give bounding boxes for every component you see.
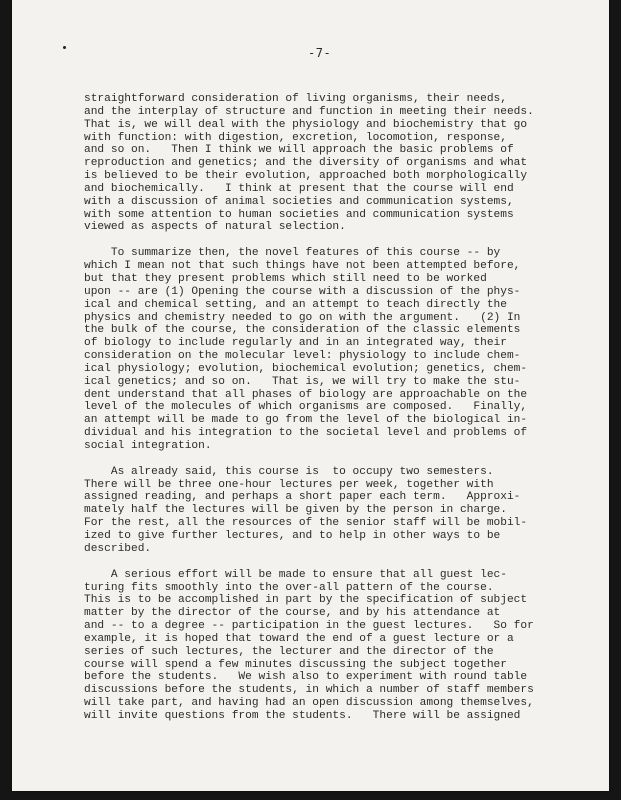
text-line: This is to be accomplished in part by the specification of subject [84, 594, 528, 607]
text-line: before the students. We wish also to experiment with round table [84, 671, 528, 684]
text-line: To summarize then, the novel features of this course -- by [84, 247, 501, 260]
text-line: the bulk of the course, the consideration of the classic elements [84, 324, 521, 337]
text-line: an attempt will be made to go from the level of the biological in- [84, 414, 528, 427]
text-line: which I mean not that such things have not been attempted before, [84, 260, 521, 273]
paragraph [84, 247, 564, 453]
text-line: upon -- are (1) Opening the course with a discussion of the phys- [84, 285, 521, 298]
text-line: with a discussion of animal societies and communication systems, [84, 195, 514, 208]
text-line: level of the molecules of which organisms are composed. Finally, [84, 401, 528, 414]
text-line: but that they present problems which still need to be worked [84, 272, 487, 285]
text-line: with function: with digestion, excretion, locomotion, response, [84, 131, 507, 144]
text-line: consideration on the molecular level: physiology to include chem- [84, 350, 521, 363]
body-text [84, 93, 564, 723]
text-line: assigned reading, and perhaps a short paper each term. Approxi- [84, 491, 521, 504]
text-line: mately half the lectures will be given by the person in charge. [84, 504, 507, 517]
margin-mark [63, 46, 66, 49]
text-line: and -- to a degree -- participation in the guest lectures. So for [84, 620, 534, 633]
page-number: -7- [308, 46, 332, 60]
text-line: will invite questions from the students. There will be assigned [84, 709, 521, 722]
paragraph [84, 569, 564, 723]
text-line: There will be three one-hour lectures per week, together with [84, 478, 494, 491]
text-line: ical and chemical setting, and an attempt to teach directly the [84, 298, 507, 311]
document-page [12, 0, 609, 791]
text-line: dent understand that all phases of biology are approachable on the [84, 388, 528, 401]
text-line: turing fits smoothly into the over-all pattern of the course. [84, 581, 494, 594]
text-line: That is, we will deal with the physiology and biochemistry that go [84, 118, 528, 131]
paragraph [84, 93, 564, 234]
text-line: A serious effort will be made to ensure that all guest lec- [84, 568, 507, 581]
text-line: with some attention to human societies and communication systems [84, 208, 514, 221]
text-line: course will spend a few minutes discussing the subject together [84, 658, 507, 671]
text-line: As already said, this course is to occupy two semesters. [84, 465, 494, 478]
paragraph [84, 466, 564, 556]
text-line: and the interplay of structure and function in meeting their needs. [84, 105, 534, 118]
text-line: series of such lectures, the lecturer and the director of the [84, 645, 494, 658]
text-line: and so on. Then I think we will approach the basic problems of [84, 144, 514, 157]
text-line: will take part, and having had an open discussion among themselves, [84, 697, 534, 710]
text-line: and biochemically. I think at present that the course will end [84, 182, 514, 195]
text-line: described. [84, 542, 152, 555]
text-line: is believed to be their evolution, approached both morphologically [84, 170, 528, 183]
text-line: of biology to include regularly and in an integrated way, their [84, 337, 507, 350]
text-line: For the rest, all the resources of the senior staff will be mobil- [84, 517, 528, 530]
text-line: viewed as aspects of natural selection. [84, 221, 346, 234]
text-line: reproduction and genetics; and the diversity of organisms and what [84, 157, 528, 170]
text-line: example, it is hoped that toward the end of a guest lecture or a [84, 632, 514, 645]
text-line: matter by the director of the course, and by his attendance at [84, 607, 501, 620]
text-line: physics and chemistry needed to go on with the argument. (2) In [84, 311, 521, 324]
text-line: social integration. [84, 439, 212, 452]
text-line: dividual and his integration to the societal level and problems of [84, 427, 528, 440]
text-line: ical physiology; evolution, biochemical evolution; genetics, chem- [84, 362, 528, 375]
text-line: discussions before the students, in which a number of staff members [84, 684, 534, 697]
text-line: straightforward consideration of living organisms, their needs, [84, 93, 507, 105]
text-line: ical genetics; and so on. That is, we will try to make the stu- [84, 375, 521, 388]
text-line: ized to give further lectures, and to help in other ways to be [84, 530, 501, 542]
